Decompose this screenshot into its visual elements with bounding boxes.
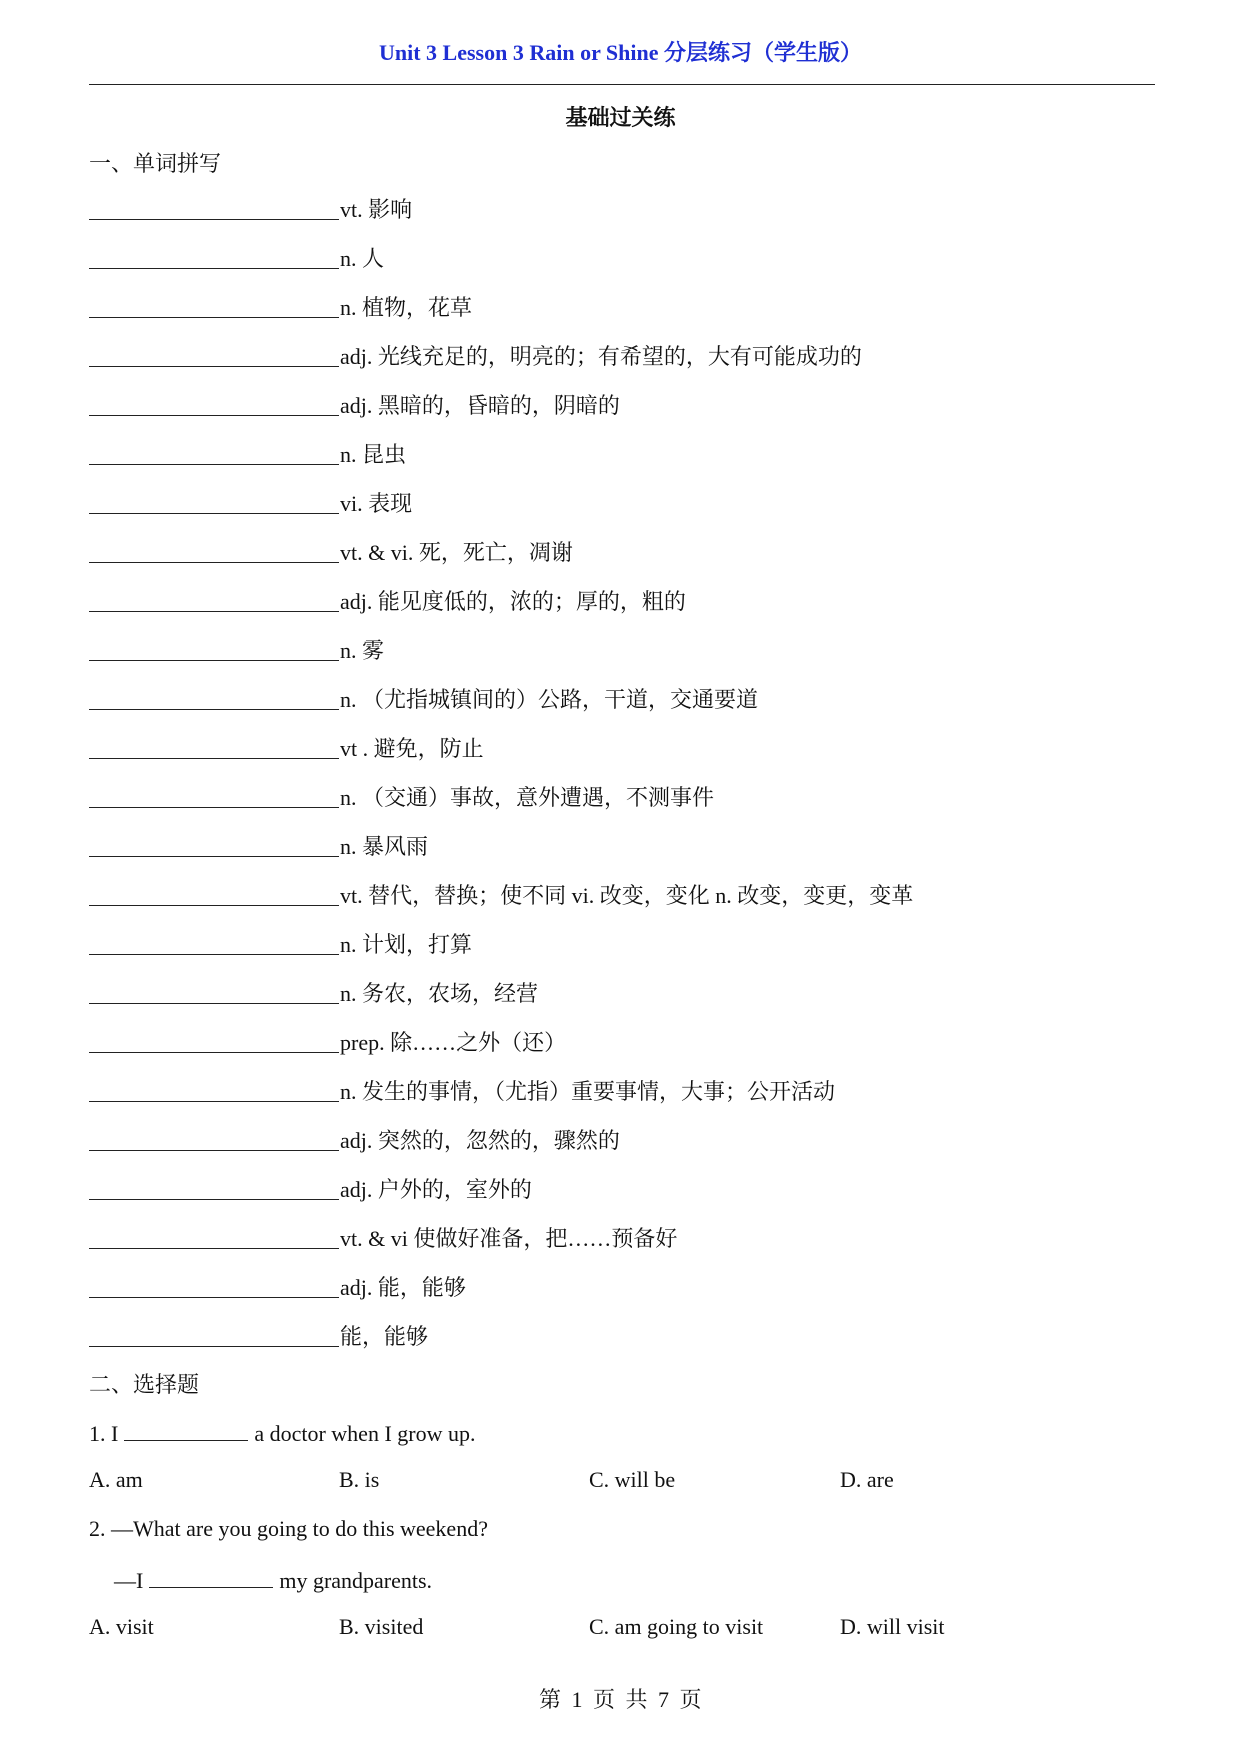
vocab-item xyxy=(89,634,913,683)
vocab-item xyxy=(89,683,913,732)
vocab-definition: adj. 能见度低的，浓的；厚的，粗的 xyxy=(340,589,686,614)
vocab-definition: vt. & vi 使做好准备，把……预备好 xyxy=(340,1226,678,1251)
vocab-definition: adj. 黑暗的，昏暗的，阴暗的 xyxy=(340,393,620,418)
option-b[interactable]: B. is xyxy=(339,1467,380,1492)
vocab-item xyxy=(89,536,913,585)
answer-blank[interactable] xyxy=(89,1271,339,1298)
document-header-title: Unit 3 Lesson 3 Rain or Shine 分层练习（学生版） xyxy=(378,40,863,65)
answer-blank[interactable] xyxy=(89,242,339,269)
question-1-blank[interactable] xyxy=(124,1418,248,1441)
option-a[interactable]: A. visit xyxy=(89,1614,154,1639)
answer-blank[interactable] xyxy=(89,781,339,808)
question-2-prefix: —I xyxy=(114,1568,144,1593)
vocab-item xyxy=(89,585,913,634)
vocab-definition: n. 人 xyxy=(340,246,385,271)
vocab-item xyxy=(89,193,913,242)
answer-blank[interactable] xyxy=(89,732,339,759)
footer-page-number: 1 xyxy=(571,1687,583,1712)
vocab-definition: n. 暴风雨 xyxy=(340,834,429,859)
option-a[interactable]: A. am xyxy=(89,1467,143,1492)
answer-blank[interactable] xyxy=(89,585,339,612)
question-2-blank[interactable] xyxy=(149,1565,273,1588)
answer-blank[interactable] xyxy=(89,389,339,416)
vocab-definition: vt . 避免，防止 xyxy=(340,736,484,761)
vocab-definition: vt. & vi. 死，死亡，凋谢 xyxy=(340,540,573,565)
section-title: 基础过关练 xyxy=(565,105,676,130)
answer-blank[interactable] xyxy=(89,193,339,220)
option-c[interactable]: C. am going to visit xyxy=(589,1614,764,1639)
vocab-item xyxy=(89,1271,913,1320)
vocab-list xyxy=(89,193,913,1369)
vocab-item xyxy=(89,1026,913,1075)
answer-blank[interactable] xyxy=(89,1075,339,1102)
vocab-item xyxy=(89,340,913,389)
vocab-definition: n. 雾 xyxy=(340,638,385,663)
vocab-definition: n. 植物，花草 xyxy=(340,295,473,320)
vocab-item xyxy=(89,389,913,438)
answer-blank[interactable] xyxy=(89,1320,339,1347)
footer-page-suffix: 页 xyxy=(679,1687,703,1712)
answer-blank[interactable] xyxy=(89,977,339,1004)
answer-blank[interactable] xyxy=(89,536,339,563)
vocab-item xyxy=(89,879,913,928)
vocab-item xyxy=(89,1173,913,1222)
answer-blank[interactable] xyxy=(89,634,339,661)
vocab-definition: n. 计划，打算 xyxy=(340,932,473,957)
vocab-definition: adj. 户外的，室外的 xyxy=(340,1177,532,1202)
vocab-definition: n. 发生的事情，（尤指）重要事情，大事；公开活动 xyxy=(340,1079,836,1104)
vocab-item xyxy=(89,1320,913,1369)
answer-blank[interactable] xyxy=(89,879,339,906)
footer-total-prefix: 共 xyxy=(625,1687,649,1712)
answer-blank[interactable] xyxy=(89,830,339,857)
vocab-item xyxy=(89,1222,913,1271)
option-c[interactable]: C. will be xyxy=(589,1467,676,1492)
vocab-item xyxy=(89,830,913,879)
vocab-definition: vt. 影响 xyxy=(340,197,413,222)
answer-blank[interactable] xyxy=(89,1124,339,1151)
vocab-item xyxy=(89,781,913,830)
vocab-definition: n. 务农，农场，经营 xyxy=(340,981,539,1006)
vocab-item xyxy=(89,438,913,487)
vocab-item xyxy=(89,487,913,536)
question-2-suffix: my grandparents. xyxy=(279,1568,433,1593)
option-b[interactable]: B. visited xyxy=(339,1614,424,1639)
vocab-definition: 能，能够 xyxy=(340,1324,429,1349)
vocab-definition: n. （交通）事故，意外遭遇，不测事件 xyxy=(340,785,715,810)
vocab-item xyxy=(89,1124,913,1173)
footer-total-number: 7 xyxy=(658,1687,670,1712)
vocab-definition: vi. 表现 xyxy=(340,491,413,516)
footer-page-mid: 页 xyxy=(592,1687,616,1712)
vocab-definition: vt. 替代，替换；使不同 vi. 改变，变化 n. 改变，变更，变革 xyxy=(340,883,914,908)
option-d[interactable]: D. are xyxy=(840,1467,894,1492)
part2-heading: 二、选择题 xyxy=(89,1372,200,1397)
question-2-line-1: 2. —What are you going to do this weekend? xyxy=(89,1516,488,1541)
answer-blank[interactable] xyxy=(89,438,339,465)
vocab-definition: adj. 光线充足的，明亮的；有希望的，大有可能成功的 xyxy=(340,344,862,369)
answer-blank[interactable] xyxy=(89,1222,339,1249)
vocab-item xyxy=(89,928,913,977)
question-1-suffix: a doctor when I grow up. xyxy=(254,1421,476,1446)
question-1 xyxy=(89,1418,476,1447)
part1-heading: 一、单词拼写 xyxy=(89,151,222,176)
answer-blank[interactable] xyxy=(89,928,339,955)
vocab-item xyxy=(89,291,913,340)
vocab-item xyxy=(89,977,913,1026)
vocab-item xyxy=(89,242,913,291)
vocab-item xyxy=(89,732,913,781)
vocab-definition: prep. 除……之外（还） xyxy=(340,1030,567,1055)
question-2-line-2 xyxy=(114,1565,432,1594)
answer-blank[interactable] xyxy=(89,340,339,367)
option-d[interactable]: D. will visit xyxy=(840,1614,945,1639)
answer-blank[interactable] xyxy=(89,1173,339,1200)
header-divider xyxy=(89,84,1155,85)
vocab-definition: adj. 能，能够 xyxy=(340,1275,466,1300)
question-1-prefix: 1. I xyxy=(89,1421,119,1446)
answer-blank[interactable] xyxy=(89,291,339,318)
vocab-definition: n. 昆虫 xyxy=(340,442,407,467)
answer-blank[interactable] xyxy=(89,683,339,710)
answer-blank[interactable] xyxy=(89,487,339,514)
answer-blank[interactable] xyxy=(89,1026,339,1053)
page-footer xyxy=(0,1683,1241,1714)
vocab-definition: adj. 突然的，忽然的，骤然的 xyxy=(340,1128,620,1153)
vocab-item xyxy=(89,1075,913,1124)
vocab-definition: n. （尤指城镇间的）公路，干道，交通要道 xyxy=(340,687,759,712)
footer-page-prefix: 第 xyxy=(538,1687,562,1712)
